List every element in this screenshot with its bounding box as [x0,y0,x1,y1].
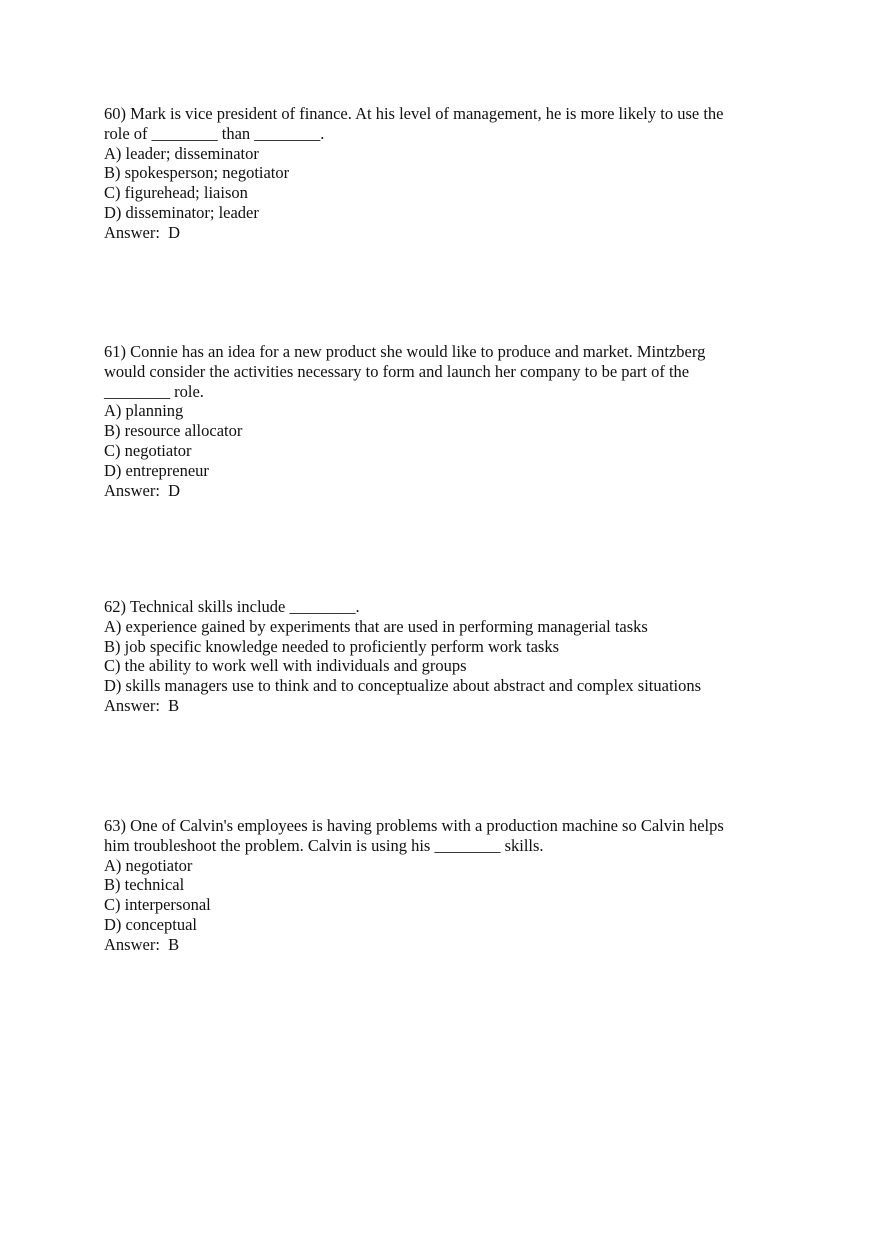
question-stem-line: 63) One of Calvin's employees is having problems with a production machine so Calvin helps [104,816,724,835]
answer-option-d: D) skills managers use to think and to conceptualize about abstract and complex situations [104,676,702,696]
question-stem-line: 60) Mark is vice president of finance. At his level of management, he is more likely to use the [104,104,724,123]
answer-option-b: B) technical [104,875,185,895]
question-stem-line: 62) Technical skills include ________. [104,597,360,616]
answer-option-a: A) negotiator [104,855,193,875]
question-62 [104,597,774,716]
question-63 [104,816,774,955]
answer-option-c: C) negotiator [104,440,192,460]
answer-option-d: D) entrepreneur [104,460,209,480]
answer-option-b: B) job specific knowledge needed to proficiently perform work tasks [104,636,559,656]
answer-option-d: D) conceptual [104,914,197,934]
answer-option-b: B) spokesperson; negotiator [104,163,290,183]
question-stem-line: ________ role. [104,381,204,401]
answer-option-c: C) figurehead; liaison [104,183,248,203]
question-stem-line: would consider the activities necessary to form and launch her company to be part of the [104,361,690,381]
answer-option-d: D) disseminator; leader [104,202,259,222]
answer-key: Answer: D [104,480,181,500]
answer-option-c: C) interpersonal [104,895,211,915]
question-stem-line: role of ________ than ________. [104,123,325,143]
answer-option-a: A) experience gained by experiments that are used in performing managerial tasks [104,616,648,636]
answer-key: Answer: B [104,934,180,954]
question-stem-line: 61) Connie has an idea for a new product she would like to produce and market. Mintzberg [104,342,706,361]
answer-key: Answer: D [104,222,181,242]
question-60 [104,104,774,243]
answer-key: Answer: B [104,695,180,715]
answer-option-a: A) leader; disseminator [104,143,259,163]
question-61 [104,342,774,500]
answer-option-a: A) planning [104,401,184,421]
answer-option-c: C) the ability to work well with individuals and groups [104,656,467,676]
answer-option-b: B) resource allocator [104,421,243,441]
question-stem-line: him troubleshoot the problem. Calvin is using his ________ skills. [104,835,544,855]
